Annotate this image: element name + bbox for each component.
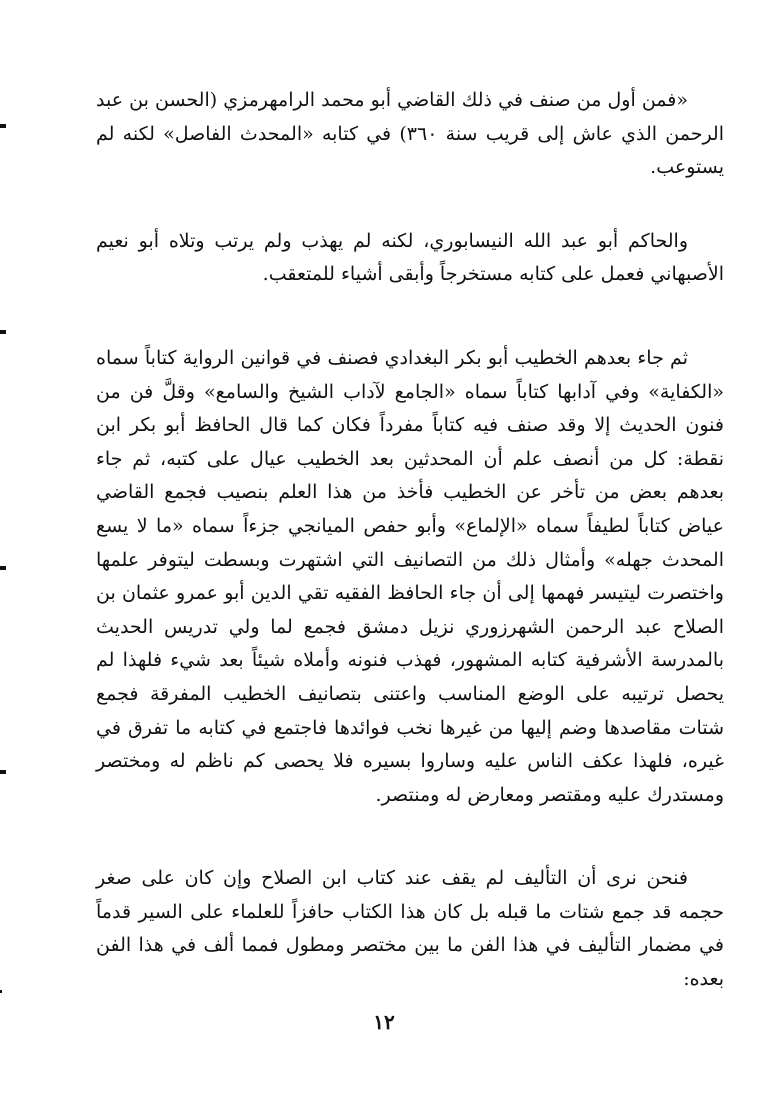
document-page <box>96 84 724 1084</box>
paragraph-4: فنحن نرى أن التأليف لم يقف عند كتاب ابن الصلاح وإن كان على صغر حجمه قد جمع شتات ما قبله بل كان هذا الكتاب حافزاً للعلماء على السير قدماً في مضمار التأليف في هذا الفن ما بين مختصر ومطول فمما ألف في هذا الفن بعده: <box>96 867 724 991</box>
paragraph-3: ثم جاء بعدهم الخطيب أبو بكر البغدادي فصنف في قوانين الرواية كتاباً سماه «الكفاية» وفي آدابها كتاباً سماه «الجامع لآداب الشيخ والسامع» وقلَّ فن من فنون الحديث إلا وقد صنف فيه كتاباً مفرداً فكان كما قال الحافظ أبو بكر ابن نقطة: كل من أنصف علم أن المحدثين بعد الخطيب عيال على كتبه، ثم جاء بعدهم بعض من تأخر عن الخطيب فأخذ من هذا العلم بنصيب فجمع القاضي عياض كتاباً لطيفاً سماه «الإلماع» وأبو حفص الميانجي جزءاً سماه «ما لا يسع المحدث جهله» وأمثال ذلك من التصانيف التي اشتهرت وبسطت ليتوفر علمها واختصرت ليتيسر فهمها إلى أن جاء الحافظ الفقيه تقي الدين أبو عمرو عثمان بن الصلاح عبد الرحمن الشهرزوري نزيل دمشق فجمع لما ولي تدريس الحديث بالمدرسة الأشرفية كتابه المشهور، فهذب فنونه وأملاه شيئاً بعد شيء فلهذا لم يحصل ترتيبه على الوضع المناسب واعتنى بتصانيف الخطيب المفرقة فجمع شتات مقاصدها وضم إليها من غيرها نخب فوائدها فاجتمع في كتابه ما تفرق في غيره، فلهذا عكف الناس عليه وساروا بسيره فلا يحصى كم ناظم له ومختصر ومستدرك عليه ومقتصر ومعارض له ومنتصر. <box>96 346 724 806</box>
scan-margin-mark <box>0 990 2 993</box>
scan-margin-mark <box>0 566 6 570</box>
paragraph-1: «فمن أول من صنف في ذلك القاضي أبو محمد الرامهرمزي (الحسن بن عبد الرحمن الذي عاش إلى قريب سنة ٣٦٠) في كتابه «المحدث الفاصل» لكنه لم يستوعب. <box>96 89 724 179</box>
page-number: ١٢ <box>373 1010 395 1034</box>
scan-margin-mark <box>0 770 6 774</box>
paragraph-2: والحاكم أبو عبد الله النيسابوري، لكنه لم يهذب ولم يرتب وتلاه أبو نعيم الأصبهاني فعمل على كتابه مستخرجاً وأبقى أشياء للمتعقب. <box>96 229 724 286</box>
scan-margin-mark <box>0 330 6 334</box>
scan-margin-mark <box>0 124 6 128</box>
